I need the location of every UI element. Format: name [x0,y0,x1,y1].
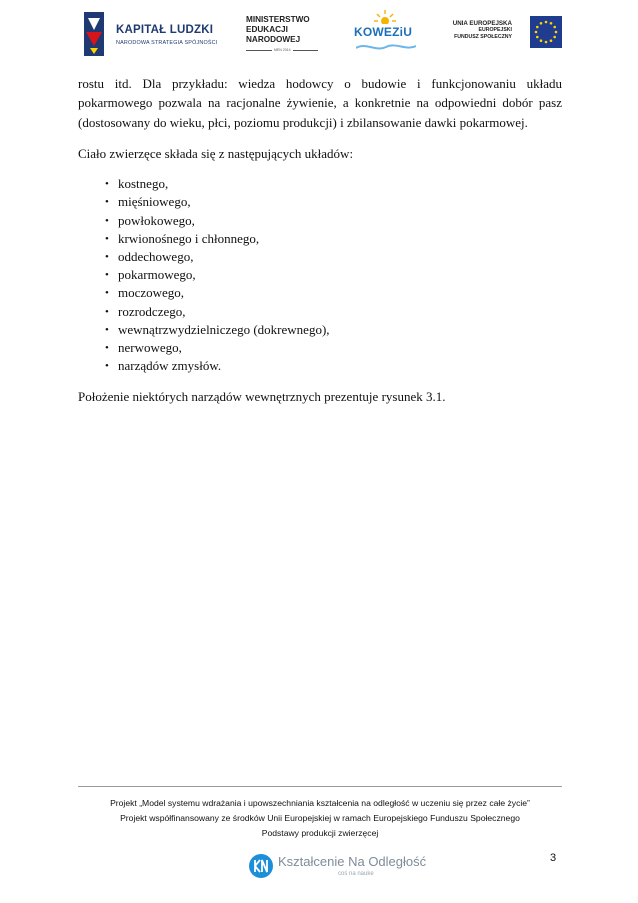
unia-text [452,20,512,42]
bullet-icon: • [105,214,109,227]
ministerstwo-bar [246,50,318,56]
list-item-text: kostnego, [118,176,169,192]
bullet-icon: • [105,360,109,373]
unia-line-1: UNIA EUROPEJSKA [452,20,512,27]
list-item [78,230,562,248]
list-item [78,284,562,302]
kno-logo-subtitle: coś na nauke [338,871,374,877]
list-item [78,321,562,339]
kapital-ludzki-subtitle: NARODOWA STRATEGIA SPÓJNOŚCI [116,40,218,46]
list-item-text: mięśniowego, [118,194,191,210]
wave-icon [356,42,416,52]
ministerstwo-line-2: EDUKACJI [246,25,288,34]
unia-line-2: EUROPEJSKI [478,27,512,34]
ksztalcenie-na-odleglosc-logo [248,850,427,884]
bullet-icon: • [105,269,109,282]
ministerstwo-logo [246,10,326,58]
ministerstwo-small: MEN 2014 [274,48,291,52]
paragraph-1: rostu itd. Dla przykładu: wiedza hodowcy o budowie i funkcjonowaniu układu pokarmowego pozwala na racjonalne żywienie, a konkretnie na odpowiedni dobór pasz (dostosowany do wieku, płci, poziomu produkcji) i zbilansowanie dawki pokarmowej. [78,76,562,130]
bullet-icon: • [105,232,109,245]
paragraph-2: Ciało zwierzęce składa się z następujących układów: [78,145,354,161]
koweziu-logo [350,10,422,58]
list-item [78,266,562,284]
unia-line-3: FUNDUSZ SPOŁECZNY [454,34,512,41]
bullet-icon: • [105,342,109,355]
list-item-text: narządów zmysłów. [118,358,222,374]
list-item [78,248,562,266]
list-item-text: powłokowego, [118,212,195,228]
list-item [78,212,562,230]
list-item-text: moczowego, [118,285,185,301]
kapital-ludzki-mark-icon [78,12,110,56]
sun-icon [374,10,396,24]
page-footer [78,796,562,841]
kno-logo-text: Kształcenie Na Odległość [278,854,427,869]
kapital-ludzki-name: KAPITAŁ LUDZKI [116,24,214,36]
kapital-ludzki-logo [78,10,218,58]
eu-flag-icon [530,16,562,48]
page-header [0,10,638,70]
paragraph-3: Położenie niektórych narządów wewnętrznych prezentuje rysunek 3.1. [78,389,446,405]
unia-europejska-logo [452,10,564,58]
footer-project-line: Projekt „Model systemu wdrażania i upowszechniania kształcenia na odległość w uczeniu się przez całe życie” [110,798,530,808]
list-item-text: pokarmowego, [118,267,196,283]
list-item-text: krwionośnego i chłonnego, [118,230,260,246]
list-item-text: wewnątrzwydzielniczego (dokrewnego), [118,321,330,337]
list-item [78,175,562,193]
list-item-text: nerwowego, [118,340,182,356]
footer-funding-line: Projekt współfinansowany ze środków Unii Europejskiej w ramach Europejskiego Funduszu Społecznego [120,813,520,823]
kno-logo-mark-icon [248,852,274,880]
koweziu-name: KOWEZiU [354,25,413,39]
bullet-icon: • [105,305,109,318]
page-content [78,74,562,407]
bullet-icon: • [105,323,109,336]
list-item [78,303,562,321]
bullet-icon: • [105,287,109,300]
list-item-text: oddechowego, [118,249,194,264]
list-item-text: rozrodczego, [118,303,186,319]
list-item [78,357,562,375]
systems-list [78,175,562,375]
list-item [78,339,562,357]
bullet-icon: • [105,251,109,263]
list-item [78,193,562,211]
ministerstwo-line-3: NARODOWEJ [246,35,301,44]
footer-course-title: Podstawy produkcji zwierzęcej [261,828,379,838]
footer-divider [78,786,562,787]
ministerstwo-line-1: MINISTERSTWO [246,15,310,24]
page-number: 3 [550,852,557,864]
bullet-icon: • [105,178,109,191]
bullet-icon: • [105,196,109,209]
